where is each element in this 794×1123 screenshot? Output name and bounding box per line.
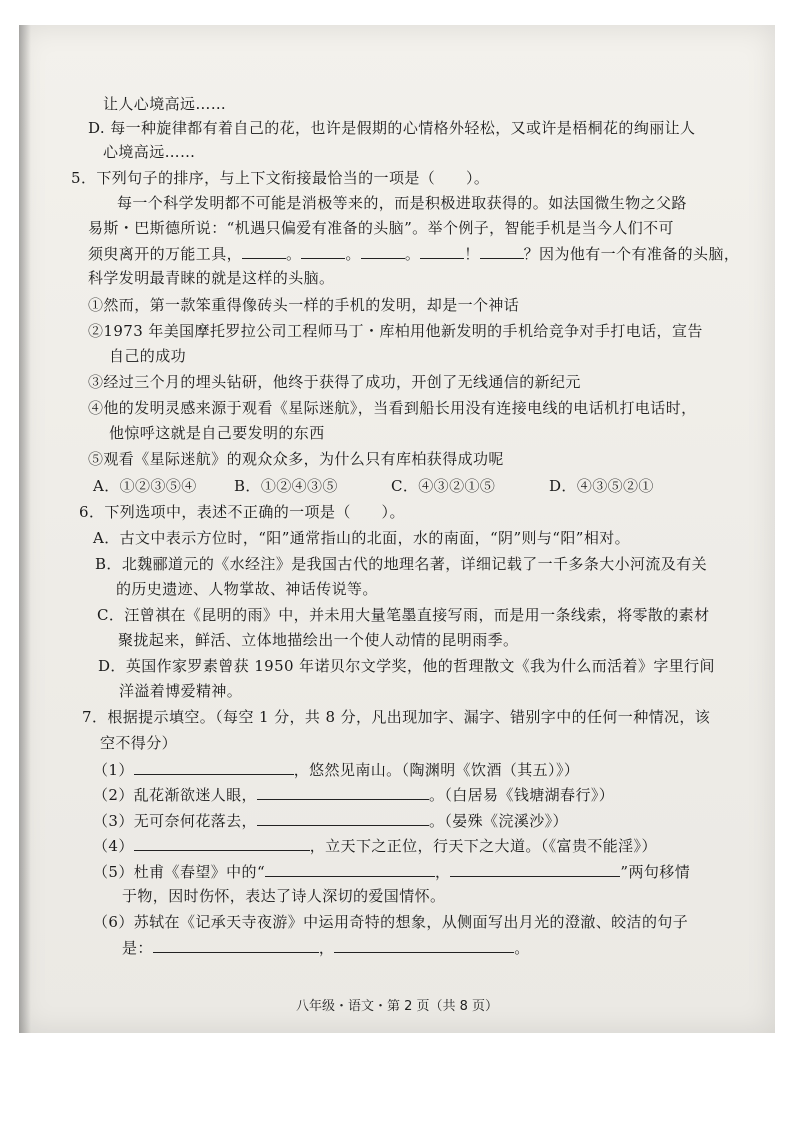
q7-item-5-blank-1[interactable]: [265, 861, 435, 877]
q7-item-1-blank[interactable]: [134, 759, 294, 775]
q7-stem-line2: 空不得分）: [100, 734, 178, 752]
q7-item-5-suffix: ”两句移情: [620, 863, 691, 881]
q5-passage-line3-end: ？因为他有一个有准备的头脑，: [523, 245, 740, 263]
q7-item-6-answer-line: [122, 937, 530, 958]
q5-stem: 5．下列句子的排序，与上下文衔接最恰当的一项是（ ）。: [71, 169, 490, 187]
q5-blank-sep-2: 。: [345, 245, 361, 263]
q5-blank-5[interactable]: [480, 243, 524, 259]
q7-item-3: [93, 810, 568, 831]
q5-item-3: ③经过三个月的埋头钻研，他终于获得了成功，开创了无线通信的新纪元: [88, 373, 581, 391]
q7-item-5: [93, 861, 690, 882]
q5-passage-line3-start: 须臾离开的万能工具，: [88, 245, 243, 263]
q5-blank-1[interactable]: [242, 243, 286, 259]
q5-item-4-continuation: 他惊呼这就是自己要发明的东西: [109, 424, 325, 442]
q7-item-1-number: （1）: [93, 761, 134, 779]
q6-option-b-line2: 的历史遗迹、人物掌故、神话传说等。: [116, 580, 378, 598]
q7-item-6: （6）苏轼在《记承天寺夜游》中运用奇特的想象，从侧面写出月光的澄澈、皎洁的句子: [93, 913, 689, 931]
q7-item-3-text: 。（晏殊《浣溪沙》）: [428, 812, 568, 830]
q7-item-3-prefix: （3）无可奈何花落去，: [93, 812, 257, 830]
q7-item-4-blank[interactable]: [134, 835, 310, 851]
q7-item-4-number: （4）: [93, 837, 134, 855]
q5-blank-sep-3: 。: [404, 245, 421, 263]
q6-option-a[interactable]: A．古文中表示方位时，“阳”通常指山的北面，水的南面，“阴”则与“阳”相对。: [93, 529, 631, 547]
q7-item-5-separator: ，: [435, 863, 451, 881]
exam-page: [19, 25, 775, 1033]
q7-item-4-text: ，立天下之正位，行天下之大道。（《富贵不能淫》）: [309, 837, 657, 855]
q7-item-5-prefix: （5）杜甫《春望》中的“: [93, 863, 266, 881]
q6-option-c-line2: 聚拢起来，鲜活、立体地描绘出一个使人动情的昆明雨季。: [118, 631, 519, 649]
q6-stem: 6．下列选项中，表述不正确的一项是（ ）。: [79, 503, 405, 521]
q7-item-6-blank-2[interactable]: [334, 937, 514, 953]
q5-blank-4[interactable]: [420, 243, 464, 259]
q5-passage-line1: 每一个科学发明都不可能是消极等来的，而是积极进取获得的。如法国微生物之父路: [117, 194, 687, 212]
q5-item-4: ④他的发明灵感来源于观看《星际迷航》，当看到船长用没有连接电线的电话机打电话时，: [88, 399, 697, 417]
q5-option-d[interactable]: D．④③⑤②①: [549, 477, 654, 495]
q5-blank-sep-4: ！: [464, 245, 480, 263]
q5-passage-line3: [88, 243, 739, 264]
q5-passage-line2: 易斯・巴斯德所说：“机遇只偏爱有准备的头脑”。举个例子，智能手机是当今人们不可: [88, 219, 674, 237]
q7-item-3-blank[interactable]: [257, 810, 429, 826]
q6-option-d-line2: 洋溢着博爱精神。: [119, 682, 243, 700]
q7-stem-line1: 7．根据提示填空。（每空 1 分，共 8 分，凡出现加字、漏字、错别字中的任何一种情况，该: [82, 708, 711, 726]
q5-option-c[interactable]: C．④③②①⑤: [391, 477, 496, 495]
page-footer: 八年级・语文・第 2 页（共 8 页）: [295, 999, 499, 1014]
q4-option-d-line1: D. 每一种旋律都有着自己的花，也许是假期的心情格外轻松，又或许是梧桐花的绚丽让人: [88, 119, 696, 137]
q5-blank-3[interactable]: [361, 243, 405, 259]
q4-option-d-line2: 心境高远……: [103, 143, 196, 161]
q5-blank-sep-1: 。: [286, 245, 302, 263]
q5-passage-line4: 科学发明最青睐的就是这样的头脑。: [88, 269, 335, 287]
q7-item-4: [93, 835, 657, 856]
q5-item-1: ①然而，第一款笨重得像砖头一样的手机的发明，却是一个神话: [88, 296, 520, 314]
q7-item-6-prefix: 是：: [122, 939, 153, 957]
q7-item-2-prefix: （2）乱花渐欲迷人眼，: [93, 786, 257, 804]
q5-item-2-continuation: 自己的成功: [109, 347, 187, 365]
q5-item-5: ⑤观看《星际迷航》的观众众多，为什么只有库柏获得成功呢: [88, 450, 504, 468]
q5-item-2: ②1973 年美国摩托罗拉公司工程师马丁・库柏用他新发明的手机给竞争对手打电话，宣告: [88, 322, 703, 340]
q7-item-6-separator: ，: [318, 939, 335, 957]
q7-item-6-blank-1[interactable]: [153, 937, 319, 953]
q5-option-b[interactable]: B．①②④③⑤: [234, 477, 338, 495]
q7-item-2-blank[interactable]: [257, 784, 429, 800]
q7-item-1-text: ，悠然见南山。（陶渊明《饮酒（其五）》）: [293, 761, 580, 779]
q7-item-5-blank-2[interactable]: [450, 861, 620, 877]
q6-option-d-line1[interactable]: D．英国作家罗素曾获 1950 年诺贝尔文学奖，他的哲理散文《我为什么而活着》字里行间: [98, 657, 715, 675]
q6-option-c-line1[interactable]: C．汪曾祺在《昆明的雨》中，并未用大量笔墨直接写雨，而是用一条线索，将零散的素材: [97, 606, 710, 624]
q7-item-5-continuation: 于物，因时伤怀，表达了诗人深切的爱国情怀。: [122, 887, 446, 905]
q7-item-1: [93, 759, 579, 780]
q5-blank-2[interactable]: [301, 243, 345, 259]
q4-option-c-continuation: 让人心境高远……: [103, 95, 227, 113]
q7-item-6-suffix: 。: [514, 939, 530, 957]
q7-item-2-text: 。（白居易《钱塘湖春行》）: [428, 786, 615, 804]
q7-item-2: [93, 784, 614, 805]
q6-option-b-line1[interactable]: B．北魏郦道元的《水经注》是我国古代的地理名著，详细记载了一千多条大小河流及有关: [95, 555, 708, 573]
q5-option-a[interactable]: A．①②③⑤④: [93, 477, 197, 495]
